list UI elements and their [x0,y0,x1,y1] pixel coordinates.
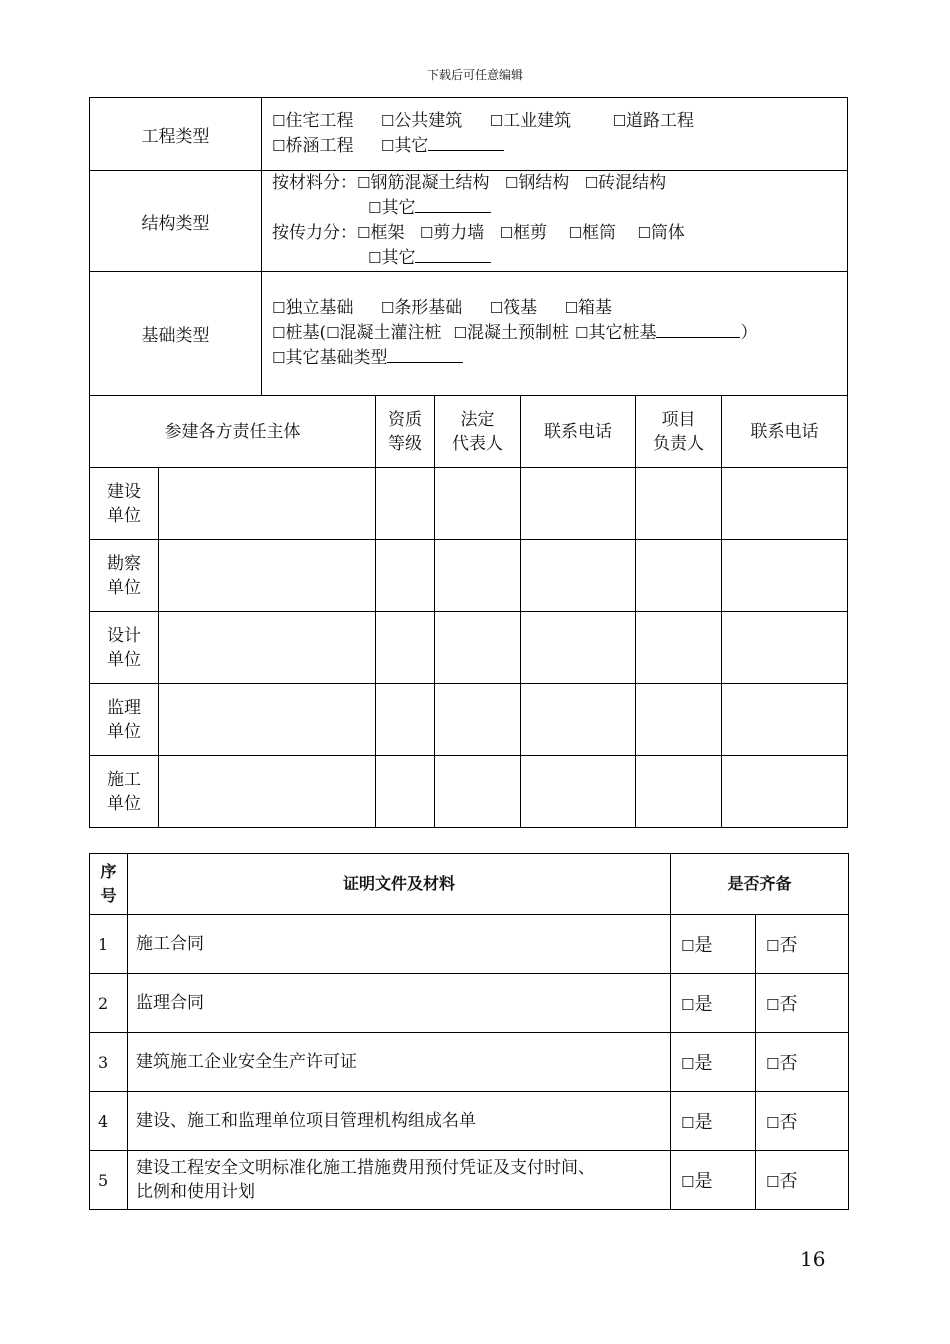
phone2-header: 联系电话 [722,396,848,468]
no-option[interactable]: ☐否 [756,915,849,974]
unit-name-cell[interactable] [159,756,376,828]
checkbox-icon[interactable]: ☐ [272,324,286,342]
table-row [90,1151,849,1210]
document-name: 建设、施工和监理单位项目管理机构组成名单 [128,1092,671,1151]
option-frame-shear[interactable]: ☐框剪 [499,223,548,243]
page-number: 16 [800,1247,826,1271]
phone2-cell[interactable] [722,468,848,540]
checkbox-icon[interactable]: ☐ [766,937,780,955]
table-row [90,540,848,612]
legal-rep-cell[interactable] [435,540,521,612]
documents-header: 证明文件及材料 [128,854,671,915]
project-manager-cell[interactable] [636,540,722,612]
qualification-cell[interactable] [376,756,435,828]
yes-option[interactable]: ☐是 [671,1033,756,1092]
seq-header: 序 号 [90,854,128,915]
option-residential[interactable]: ☐住宅工程 [272,111,354,131]
foundation-type-options [262,272,848,396]
phone-header: 联系电话 [521,396,636,468]
checkbox-icon[interactable]: ☐ [766,1173,780,1191]
unit-name-cell[interactable] [159,540,376,612]
checkbox-icon[interactable]: ☐ [380,112,395,130]
qualification-header: 资质 等级 [376,396,435,468]
checkbox-icon[interactable]: ☐ [326,324,340,342]
document-name: 施工合同 [128,915,671,974]
project-manager-cell[interactable] [636,468,722,540]
option-steel-structure[interactable]: ☐钢结构 [504,173,570,193]
option-shear-wall[interactable]: ☐剪力墙 [419,223,485,243]
legal-rep-cell[interactable] [435,756,521,828]
document-name: 监理合同 [128,974,671,1033]
checkbox-icon[interactable]: ☐ [766,1114,780,1132]
checkbox-icon[interactable]: ☐ [504,174,519,192]
other-blank-field[interactable] [415,198,491,213]
document-name: 建筑施工企业安全生产许可证 [128,1033,671,1092]
table-row [90,612,848,684]
unit-label-construction: 建设 单位 [90,468,159,540]
checkbox-icon[interactable]: ☐ [568,224,583,242]
checkbox-icon[interactable]: ☐ [489,112,504,130]
yes-option[interactable]: ☐是 [671,1151,756,1210]
option-other-foundation[interactable]: ☐其它基础类型 [272,348,463,368]
table-row [90,915,849,974]
table-row [90,974,849,1033]
other-blank-field[interactable] [656,323,740,338]
documents-header-row [90,854,849,915]
row-number: 1 [90,915,128,974]
legal-rep-header: 法定 代表人 [435,396,521,468]
project-manager-cell[interactable] [636,684,722,756]
phone-cell[interactable] [521,612,636,684]
checkbox-icon[interactable]: ☐ [368,249,382,267]
project-manager-cell[interactable] [636,756,722,828]
option-frame-tube[interactable]: ☐框筒 [568,223,617,243]
checkbox-icon[interactable]: ☐ [681,996,695,1014]
option-frame[interactable]: ☐框架 [357,223,405,243]
checkbox-icon[interactable]: ☐ [380,299,395,317]
option-bridge-culvert[interactable]: ☐桥涵工程 [272,136,354,156]
checkbox-icon[interactable]: ☐ [357,224,371,242]
no-option[interactable]: ☐否 [756,1033,849,1092]
checkbox-icon[interactable]: ☐ [564,299,579,317]
unit-label-supervision: 监理 单位 [90,684,159,756]
structure-type-options [262,171,848,272]
documents-table [89,853,849,1210]
option-material-other[interactable]: ☐其它 [368,198,491,218]
qualification-cell[interactable] [376,684,435,756]
option-precast-pile[interactable]: ☐混凝土预制桩 [453,323,569,343]
option-other[interactable]: ☐其它 [381,136,504,156]
yes-option[interactable]: ☐是 [671,974,756,1033]
checkbox-icon[interactable]: ☐ [681,1055,695,1073]
by-force-label: 按传力分： [272,223,357,243]
unit-label-survey: 勘察 单位 [90,540,159,612]
legal-rep-cell[interactable] [435,612,521,684]
row-number: 2 [90,974,128,1033]
checkbox-icon[interactable]: ☐ [681,937,695,955]
row-number: 3 [90,1033,128,1092]
checkbox-icon[interactable]: ☐ [272,299,286,317]
qualification-cell[interactable] [376,540,435,612]
checkbox-icon[interactable]: ☐ [681,1173,695,1191]
no-option[interactable]: ☐否 [756,1151,849,1210]
option-public-building[interactable]: ☐公共建筑 [380,111,463,131]
checkbox-icon[interactable]: ☐ [368,199,382,217]
option-raft[interactable]: ☐筏基 [489,298,538,318]
qualification-cell[interactable] [376,612,435,684]
complete-header: 是否齐备 [671,854,849,915]
unit-name-cell[interactable] [159,468,376,540]
option-pile[interactable]: ☐桩基( [272,323,327,343]
pile-close-paren: ） [740,323,758,343]
checkbox-icon[interactable]: ☐ [499,224,514,242]
checkbox-icon[interactable]: ☐ [584,174,599,192]
checkbox-icon[interactable]: ☐ [453,324,467,342]
option-other-pile[interactable]: ☐其它桩基 [575,323,740,343]
phone-cell[interactable] [521,540,636,612]
engineering-type-options [262,98,848,171]
unit-label-contractor: 施工 单位 [90,756,159,828]
qualification-cell[interactable] [376,468,435,540]
checkbox-icon[interactable]: ☐ [272,112,286,130]
option-masonry-structure[interactable]: ☐砖混结构 [584,173,667,193]
option-industrial-building[interactable]: ☐工业建筑 [489,111,572,131]
row-number: 4 [90,1092,128,1151]
yes-option[interactable]: ☐是 [671,1092,756,1151]
by-material-label: 按材料分： [272,173,357,193]
document-name: 建设工程安全文明标准化施工措施费用预付凭证及支付时间、 比例和使用计划 [128,1151,671,1210]
other-blank-field[interactable] [415,248,491,263]
checkbox-icon[interactable]: ☐ [612,112,627,130]
option-isolated-footing[interactable]: ☐独立基础 [272,298,354,318]
legal-rep-cell[interactable] [435,468,521,540]
option-cast-pile[interactable]: ☐混凝土灌注桩 [326,323,442,343]
no-option[interactable]: ☐否 [756,974,849,1033]
table-row [90,1092,849,1151]
other-blank-field[interactable] [428,136,504,151]
phone2-cell[interactable] [722,540,848,612]
table-row [90,1033,849,1092]
engineering-type-label: 工程类型 [90,98,262,171]
option-road[interactable]: ☐道路工程 [612,111,695,131]
unit-label-design: 设计 单位 [90,612,159,684]
no-option[interactable]: ☐否 [756,1092,849,1151]
unit-name-cell[interactable] [159,612,376,684]
option-force-other[interactable]: ☐其它 [368,248,491,268]
phone-cell[interactable] [521,468,636,540]
checkbox-icon[interactable]: ☐ [575,324,589,342]
checkbox-icon[interactable]: ☐ [637,224,651,242]
project-info-table [89,97,848,828]
checkbox-icon[interactable]: ☐ [766,996,780,1014]
checkbox-icon[interactable]: ☐ [272,137,286,155]
phone2-cell[interactable] [722,684,848,756]
structure-type-label: 结构类型 [90,171,262,272]
checkbox-icon[interactable]: ☐ [419,224,434,242]
option-rc-structure[interactable]: ☐钢筋混凝土结构 [357,173,490,193]
table-row [90,756,848,828]
page-header: 下载后可任意编辑 [426,68,523,82]
subject-header: 参建各方责任主体 [90,396,376,468]
checkbox-icon[interactable]: ☐ [681,1114,695,1132]
phone2-cell[interactable] [722,756,848,828]
foundation-type-label: 基础类型 [90,272,262,396]
checkbox-icon[interactable]: ☐ [380,137,395,155]
option-strip-footing[interactable]: ☐条形基础 [380,298,463,318]
option-box[interactable]: ☐箱基 [564,298,613,318]
row-number: 5 [90,1151,128,1210]
unit-name-cell[interactable] [159,684,376,756]
legal-rep-cell[interactable] [435,684,521,756]
yes-option[interactable]: ☐是 [671,915,756,974]
checkbox-icon[interactable]: ☐ [357,174,371,192]
checkbox-icon[interactable]: ☐ [489,299,504,317]
phone2-cell[interactable] [722,612,848,684]
project-manager-cell[interactable] [636,612,722,684]
checkbox-icon[interactable]: ☐ [766,1055,780,1073]
checkbox-icon[interactable]: ☐ [272,349,286,367]
phone-cell[interactable] [521,756,636,828]
project-manager-header: 项目 负责人 [636,396,722,468]
table-row [90,468,848,540]
other-blank-field[interactable] [387,348,463,363]
option-tube[interactable]: ☐筒体 [637,223,685,243]
table-row [90,684,848,756]
phone-cell[interactable] [521,684,636,756]
parties-header-row [90,396,848,468]
